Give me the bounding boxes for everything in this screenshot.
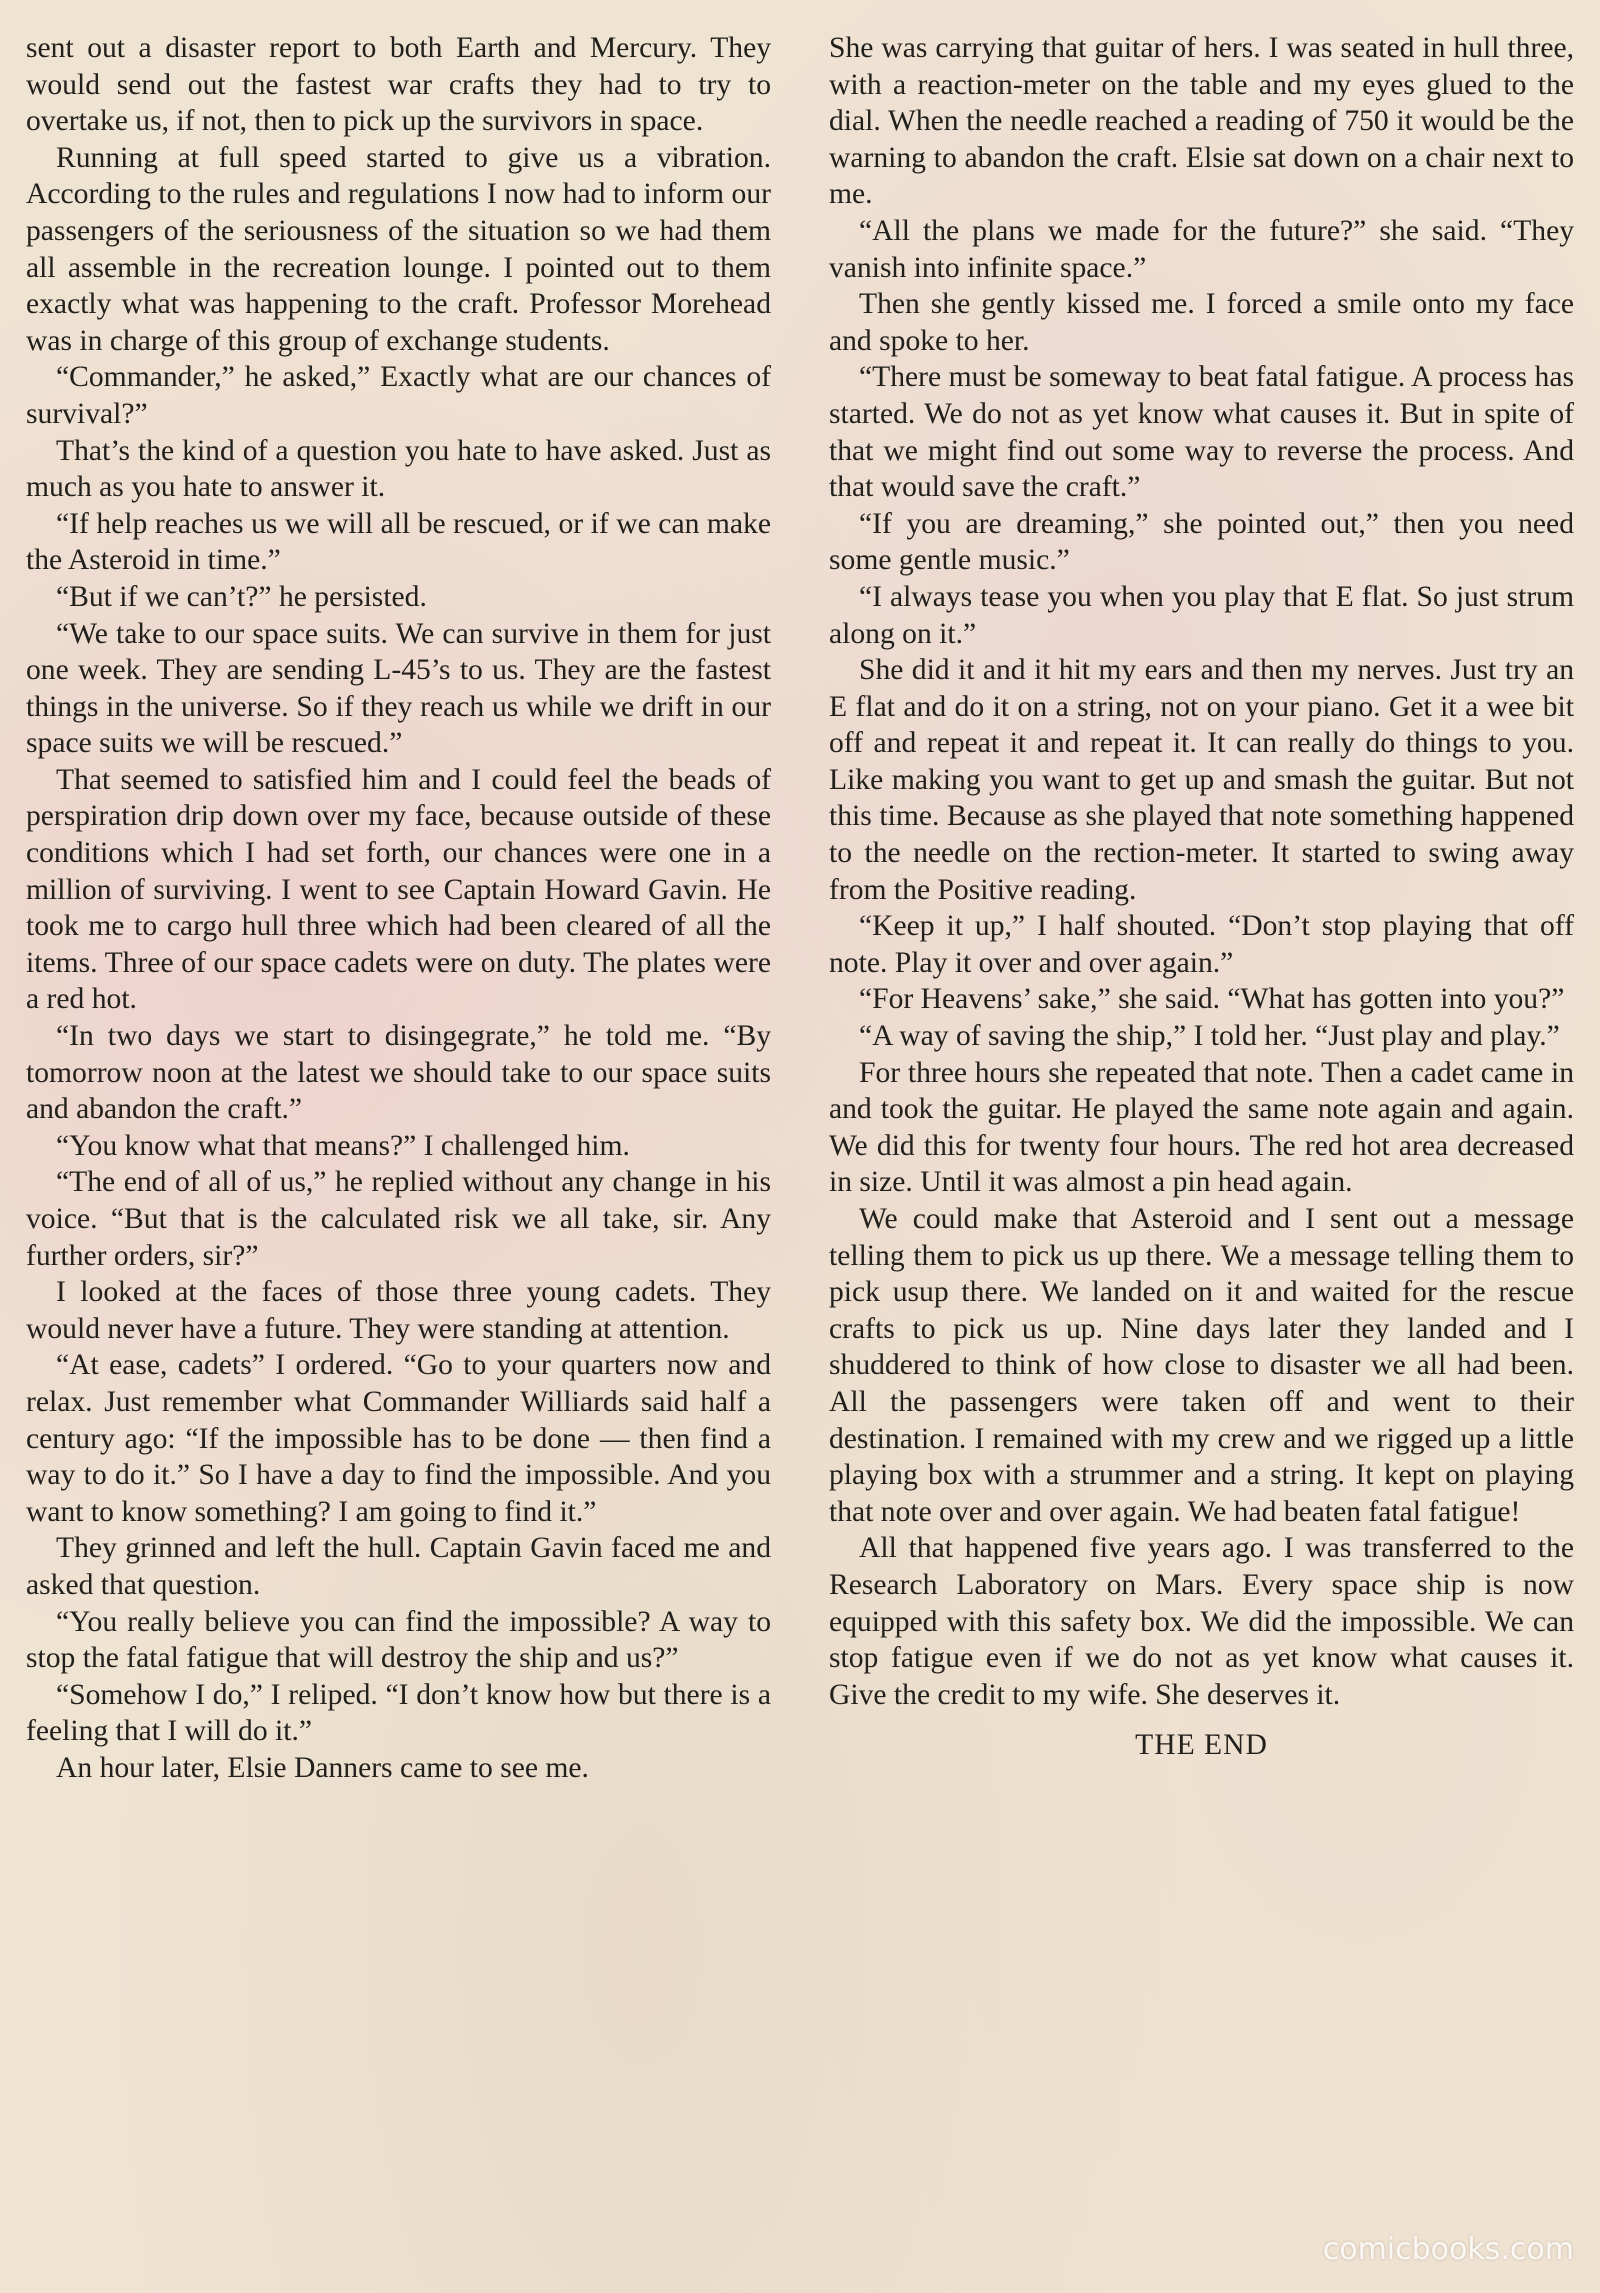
paragraph: “We take to our space suits. We can survive in them for just one week. They are sending L-45’s to us. They are the fastest things in the universe. So if they reach us while we drift in our space suits we will be rescued.”	[26, 617, 771, 760]
right-column	[829, 30, 1574, 2265]
paragraph: Running at full speed started to give us a vibration. According to the rules and regulations I now had to inform our passengers of the seriousness of the situation so we had them all assemble in the recreation lounge. I pointed out to them exactly what was happening to the craft. Professor Morehead was in charge of this group of exchange students.	[26, 141, 771, 357]
paragraph: “The end of all of us,” he replied without any change in his voice. “But that is the calculated risk we all take, sir. Any further orders, sir?”	[26, 1166, 771, 1272]
paragraph: “A way of saving the ship,” I told her. “Just play and play.”	[859, 1020, 1560, 1053]
paragraph: She was carrying that guitar of hers. I was seated in hull three, with a reaction-meter on the table and my eyes glued to the dial. When the needle reached a reading of 750 it would be the warning to abandon the craft. Elsie sat down on a chair next to me.	[829, 32, 1574, 211]
paragraph: “Keep it up,” I half shouted. “Don’t stop playing that off note. Play it over and over again.”	[829, 910, 1574, 979]
paragraph: I looked at the faces of those three young cadets. They would never have a future. They were standing at attention.	[26, 1276, 771, 1345]
paragraph: “There must be someway to beat fatal fatigue. A process has started. We do not as yet know what causes it. But in spite of that we might find out some way to reverse the process. And that would save the craft.”	[829, 361, 1574, 504]
paragraph: “I always tease you when you play that E flat. So just strum along on it.”	[829, 580, 1574, 650]
paragraph: All that happened five years ago. I was transferred to the Research Laboratory on Mars. Every space ship is now equipped with this safety box. We did the impossible. We can stop fatigue even if we do not as yet know what causes it. Give the credit to my wife. She deserves it.	[829, 1532, 1574, 1711]
paragraph: “If you are dreaming,” she pointed out,” then you need some gentle music.”	[829, 507, 1574, 577]
paragraph: Then she gently kissed me. I forced a smile onto my face and spoke to her.	[829, 288, 1574, 357]
paragraph: For three hours she repeated that note. Then a cadet came in and took the guitar. He played the same note again and again. We did this for twenty four hours. The red hot area decreased in size. Until it was almost a pin head again.	[829, 1056, 1574, 1199]
paragraph: We could make that Asteroid and I sent out a message telling them to pick us up there. We a message telling them to pick usup there. We landed on it and waited for the rescue crafts to pick us up. Nine days later they landed and I shuddered to think of how close to disaster we all had been. All the passengers were taken off and went to their destination. I remained with my crew and we rigged up a little playing box with a strummer and a string. It kept on playing that note over and over again. We had beaten fatal fatigue!	[829, 1203, 1574, 1528]
paragraph: “All the plans we made for the future?” she said. “They vanish into infinite space.”	[829, 214, 1574, 284]
paragraph: “For Heavens’ sake,” she said. “What has gotten into you?”	[859, 983, 1565, 1016]
paragraph: “You really believe you can find the impossible? A way to stop the fatal fatigue that will destroy the ship and us?”	[26, 1605, 771, 1675]
paragraph: “Somehow I do,” I reliped. “I don’t know how but there is a feeling that I will do it.”	[26, 1678, 771, 1748]
watermark-text: comicbooks.com	[1322, 2232, 1574, 2267]
story-page	[26, 30, 1574, 2265]
paragraph: That’s the kind of a question you hate to have asked. Just as much as you hate to answer it.	[26, 434, 771, 504]
paragraph: “Commander,” he asked,” Exactly what are our chances of survival?”	[26, 361, 771, 430]
the-end-label: THE END	[1135, 1729, 1268, 1762]
paragraph: “You know what that means?” I challenged him.	[56, 1129, 630, 1162]
paragraph: That seemed to satisfied him and I could feel the beads of perspiration drip down over my face, because outside of these conditions which I had set forth, our chances were one in a million of surviving. I went to see Captain Howard Gavin. He took me to cargo hull three which had been cleared of all the items. Three of our space cadets were on duty. The plates were a red hot.	[26, 763, 771, 1016]
paragraph: She did it and it hit my ears and then my nerves. Just try an E flat and do it on a string, not on your piano. Get it a wee bit off and repeat it and repeat it. It can really do things to you. Like making you want to get up and smash the guitar. But not this time. Because as she played that note something happened to the needle on the rection-meter. It started to swing away from the Positive reading.	[829, 654, 1574, 906]
paragraph: “At ease, cadets” I ordered. “Go to your quarters now and relax. Just remember what Commander Williards said half a century ago: “If the impossible has to be done — then find a way to do it.” So I have a day to find the impossible. And you want to know something? I am going to find it.”	[26, 1349, 771, 1528]
left-column	[26, 30, 771, 2265]
paragraph: They grinned and left the hull. Captain Gavin faced me and asked that question.	[26, 1532, 771, 1601]
paragraph: An hour later, Elsie Danners came to see me.	[56, 1751, 589, 1784]
paragraph: “If help reaches us we will all be rescued, or if we can make the Asteroid in time.”	[26, 507, 771, 577]
paragraph: sent out a disaster report to both Earth and Mercury. They would send out the fastest war crafts they had to try to overtake us, if not, then to pick up the survivors in space.	[26, 32, 771, 138]
paragraph: “But if we can’t?” he persisted.	[56, 580, 427, 613]
paragraph: “In two days we start to disingegrate,” he told me. “By tomorrow noon at the latest we should take to our space suits and abandon the craft.”	[26, 1020, 771, 1126]
